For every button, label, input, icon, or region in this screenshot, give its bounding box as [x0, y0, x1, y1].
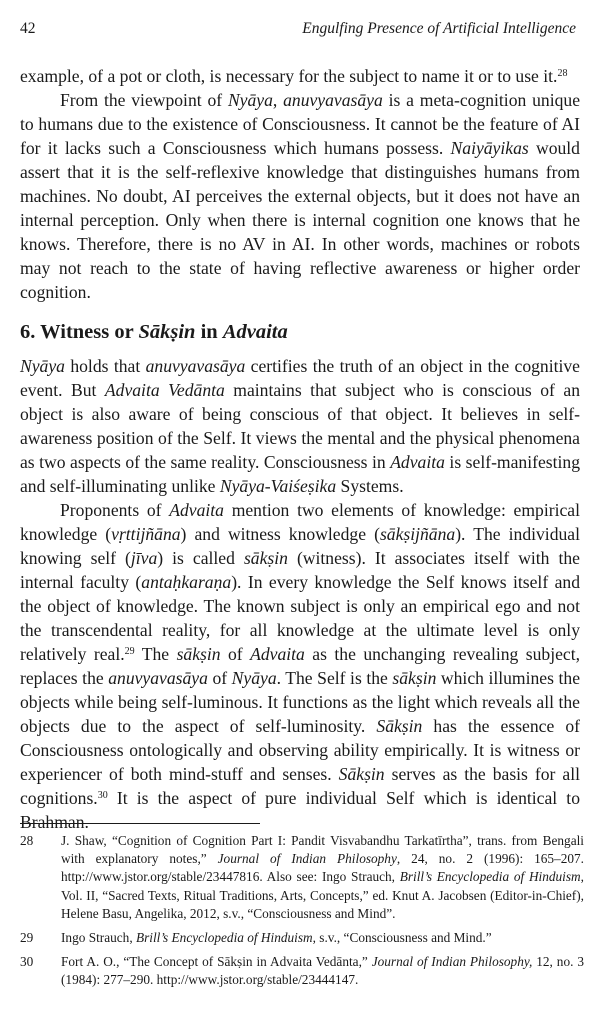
footnote-28: 28 J. Shaw, “Cognition of Cognition Part I: Pandit Visvabandhu Tarkatīrtha”, trans. from Bengali with explanatory notes,” Journal of Indian Philosophy, 24, no. 2 (1996): 165–207. http://www.jstor.org/stable/23447816. Also see: Ingo Strauch, Brill’s Encyclopedia of Hinduism, Vol. II, “Sacred Texts, Ritual Traditions, Arts, Concepts,” ed. Knut A. Jacobsen (Editor-in-Chief), Helene Basu, Angelika, 2012, s.v., “Consciousness and Mind”.	[20, 833, 584, 921]
paragraph-saksin: Proponents of Advaita mention two elements of knowledge: empirical knowledge (vṛttijñāna) and witness knowledge (sākṣijñāna). The individual knowing self (jīva) is called sākṣin (witness). It associates itself with the internal faculty (antaḥkaraṇa). In every knowledge the Self knows itself and the object of knowledge. The known subject is only an empirical ego and not the transcendental reality, for all knowledge at the ultimate level is only relatively real.$^{29}$ The sākṣin of Advaita as the unchanging revealing subject, replaces the anuvyavasāya of Nyāya. The Self is the sākṣin which illumines the objects while being self-luminous. It functions as the light which reveals all the objects due to the aspect of self-luminosity. Sākṣin has the essence of Consciousness ontologically and observing ability empirically. It is witness or experiencer of both mind-stuff and senses. Sākṣin serves as the basis for all cognitions.$^{30}$ It is the aspect of pure individual Self which is identical to Brahman.	[20, 500, 581, 832]
footnote-number: 29	[20, 930, 34, 946]
footnote-ref-29[interactable]: 29	[124, 646, 135, 657]
paragraph-nyaya-viewpoint: From the viewpoint of Nyāya, anuvyavasāya is a meta-cognition unique to humans due to the existence of Consciousness. It cannot be the feature of AI for it lacks such a Consciousness which humans possess. Naiyāyikas would assert that it is the self-reflexive knowledge that distinguishes humans from machines. No doubt, AI perceives the external objects, but it does not have an internal perception. Only when there is internal cognition one knows that he knows. Therefore, there is no AV in AI. In other words, machines or robots may not reach to the state of having reflective awareness or higher order cognition.	[20, 90, 580, 302]
page-number: 42	[20, 20, 36, 37]
footnote-number: 30	[20, 954, 34, 970]
paragraph-advaita-self-awareness: Nyāya holds that anuvyavasāya certifies the truth of an object in the cognitive event. But Advaita Vedānta maintains that subject who is conscious of an object is also aware of being conscious of that object. It believes in self-awareness position of the Self. It views the mental and the physical phenomena as two aspects of the same reality. Consciousness in Advaita is self-manifesting and self-illuminating unlike Nyāya-Vaiśeṣika Systems.	[20, 356, 580, 496]
main-text	[20, 64, 580, 834]
footnote-ref-30[interactable]: 30	[97, 790, 108, 801]
footnote-number: 28	[20, 833, 34, 848]
running-head: Engulfing Presence of Artificial Intelligence	[302, 20, 576, 37]
footnote-29: 29 Ingo Strauch, Brill’s Encyclopedia of Hinduism, s.v., “Consciousness and Mind.”	[20, 929, 584, 947]
paragraph-continuation: example, of a pot or cloth, is necessary for the subject to name it or to use it.$^{28}$	[20, 66, 568, 86]
footnote-30: 30 Fort A. O., “The Concept of Sākṣin in Advaita Vedānta,” Journal of Indian Philosophy, 12, no. 3 (1984): 277–290. http://www.jstor.org/stable/23444147.	[20, 954, 584, 988]
footnote-ref-28[interactable]: 28	[557, 68, 568, 79]
page-header	[20, 20, 576, 42]
footnote-divider	[20, 823, 260, 824]
footnotes	[20, 832, 584, 996]
section-heading: 6. Witness or Sākṣin in Advaita	[20, 321, 288, 343]
